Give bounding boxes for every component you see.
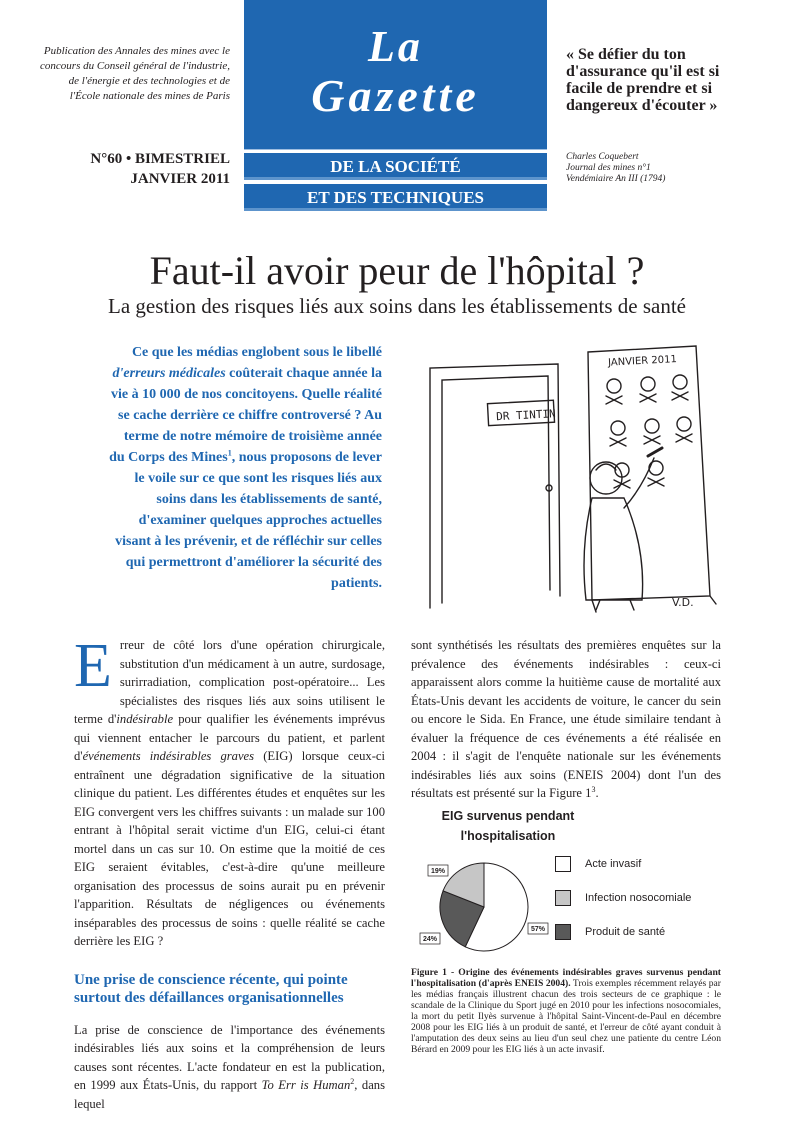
lead-paragraph [108,342,382,594]
masthead-band-1: DE LA SOCIÉTÉ [244,151,547,180]
publisher-note: Publication des Annales des mines avec le concours du Conseil général de l'industrie, de l'énergie et des technologies et de l'École nationale des mines de Paris [40,45,230,102]
pie-label-0 [528,923,548,934]
paragraph-1 [74,632,385,951]
calendar-board [588,346,710,600]
pie-label-1 [420,933,440,944]
legend-label: Infection nosocomiale [585,892,692,904]
epigraph-journal: Journal des mines n°1 [566,163,651,173]
title-la: La [368,22,423,71]
calendar-title: JANVIER 2011 [607,354,678,369]
legend-swatch [555,924,571,940]
lead-italic: d'erreurs médicales [112,366,226,381]
p1-italic-1: indésirable [116,712,174,726]
p1-text-b: pour qualifier les événements imprévus qui viennent entacher le parcours du patient, et parlent d' [74,712,385,763]
article-column-1 [74,632,385,1113]
lead-text-1: Ce que les médias englobent sous le libellé [131,345,382,360]
legend-swatch [555,890,571,906]
legend-label: Produit de santé [585,926,666,938]
pie-value-label: 19% [430,868,446,875]
chart-title-line-2: l'hospitalisation [460,829,556,843]
issue-number: N°60 • BIMESTRIEL [90,151,230,167]
pie-value-label: 24% [422,936,438,943]
masthead-logo [244,0,547,149]
epigraph-quote: « Se défier du ton d'assurance qu'il est si facile de prendre et si dangereux d'écouter » [566,46,720,114]
paragraph-3 [411,636,721,803]
lead-text-2: coûterait chaque année la vie à 10 000 de nos concitoyens. Quelle réalité se cache derrière ce chiffre controversé ? Au terme de notre mémoire de troisième année du Corps des Mines [109,366,382,465]
legend-item [555,890,691,906]
caption-text: Trois exemples récemment relayés par les médias français illustrent chacun des trois secteurs de ce graphique : le scandale de la Clinique du Sport jugé en 2010 pour les infections nosocomiales, la mort du petit Ilyès survenue à l'hôpital Saint-Vincent-de-Paul en décembre 2008 pour les EIG liés à un produit de santé, et l'erreur de côté ayant conduit à l'amputation des deux seins au lieu d'un seul chez une patiente du centre Léon Bérard en 2009 pour les EIG liés à un acte invasif. [411,978,721,1055]
footnote-ref-1: 1 [227,448,232,458]
cartoon-signature: V.D. [672,596,694,609]
lead-text-3: , nous proposons de lever le voile sur ce que sont les risques liés aux soins dans les établissements de santé, d'examiner quelques approches actuelles visant à les prévenir, et de réfléchir sur celles qui permettront d'améliorer la sécurité des patients. [115,450,382,591]
masthead-band-2: ET DES TECHNIQUES [244,182,547,211]
legend-item [555,856,641,872]
title-gazette: Gazette [311,70,480,121]
chart-title [418,806,598,846]
issue-info [40,149,230,189]
cartoon-illustration [410,338,728,613]
epigraph-source [566,152,756,185]
p1-italic-2: événements indésirables graves [82,749,255,763]
pie-value-label: 57% [530,926,546,933]
legend-label: Acte invasif [585,858,642,870]
footnote-ref-3: 3 [591,784,596,794]
p3-text-b: . [595,786,599,800]
epigraph-date: Vendémiaire An III (1794) [566,174,666,184]
legend-swatch [555,856,571,872]
section-title: Une prise de conscience récente, qui pointe surtout des défaillances organisationnelles [74,971,348,1006]
p2-text-b: , dans lequel [74,1078,385,1111]
p2-text-a: La prise de conscience de l'importance des événements indésirables liés aux soins et la compréhension de leurs causes sont récentes. L'acte fondateur en est la publication, en 1999 aux États-Unis, du rapport [74,1022,385,1092]
legend-item [555,924,665,940]
drop-cap: E [74,632,112,700]
caption-title: Figure 1 - Origine des événements indésirables graves survenus pendant l'hospitalisation (d'après ENEIS 2004). [411,967,721,989]
pie-label-2 [428,865,448,876]
door-sign-text: DR TINTIN [495,407,557,424]
p1-text-c: (EIG) lorsque ceux-ci entraînent une dégradation significative de la situation clinique du patient. Les différentes études et enquêtes sur les EIG convergent vers les chiffres suivants : un malade sur 100 entrant à l'hôpital serait victime d'un EIG, celui-ci étant mortel dans un cas sur 10. On estime que la moitié de ces EIG seraient évitables, c'est-à-dire qu'une meilleure organisation des processus de soins aurait pu en prévenir l'apparition. Résultats de négligences ou événements inséparables des processus de soins : quelle réalité se cache derrière les EIG ? [74,749,385,948]
p1-text-a: rreur de côté lors d'une opération chirurgicale, substitution d'un médicament à un autre, surdosage, surirradiation, complication post-opératoire... Les spécialistes des risques liés aux soins utilisent le terme d' [74,638,385,726]
issue-date: JANVIER 2011 [130,171,230,187]
epigraph-author: Charles Coquebert [566,152,639,162]
p2-italic: To Err is Human [261,1078,351,1092]
article-column-2 [411,636,721,803]
pie-chart [418,843,558,963]
figure-caption [411,967,721,1055]
p3-text-a: sont synthétisés les résultats des premières enquêtes sur la prévalence des événements indésirables : ceux-ci apparaissent alors comme la huitième cause de mortalité aux États-Unis devant les accidents de voiture, le cancer du sein ou encore le Sida. En France, une étude similaire tendant à évaluer la fréquence de ces événements a été réalisée en 2004 : il s'agit de l'enquête nationale sur les événements indésirables liés aux soins (ENEIS 2004) dont l'un des résultats est présenté sur la Figure 1 [411,638,721,800]
paragraph-2 [74,1021,385,1114]
chart-title-line-1: EIG survenus pendant [441,809,575,823]
footnote-ref-2: 2 [350,1076,355,1086]
subheadline: La gestion des risques liés aux soins dans les établissements de santé [108,294,686,318]
headline: Faut-il avoir peur de l'hôpital ? [149,248,645,293]
